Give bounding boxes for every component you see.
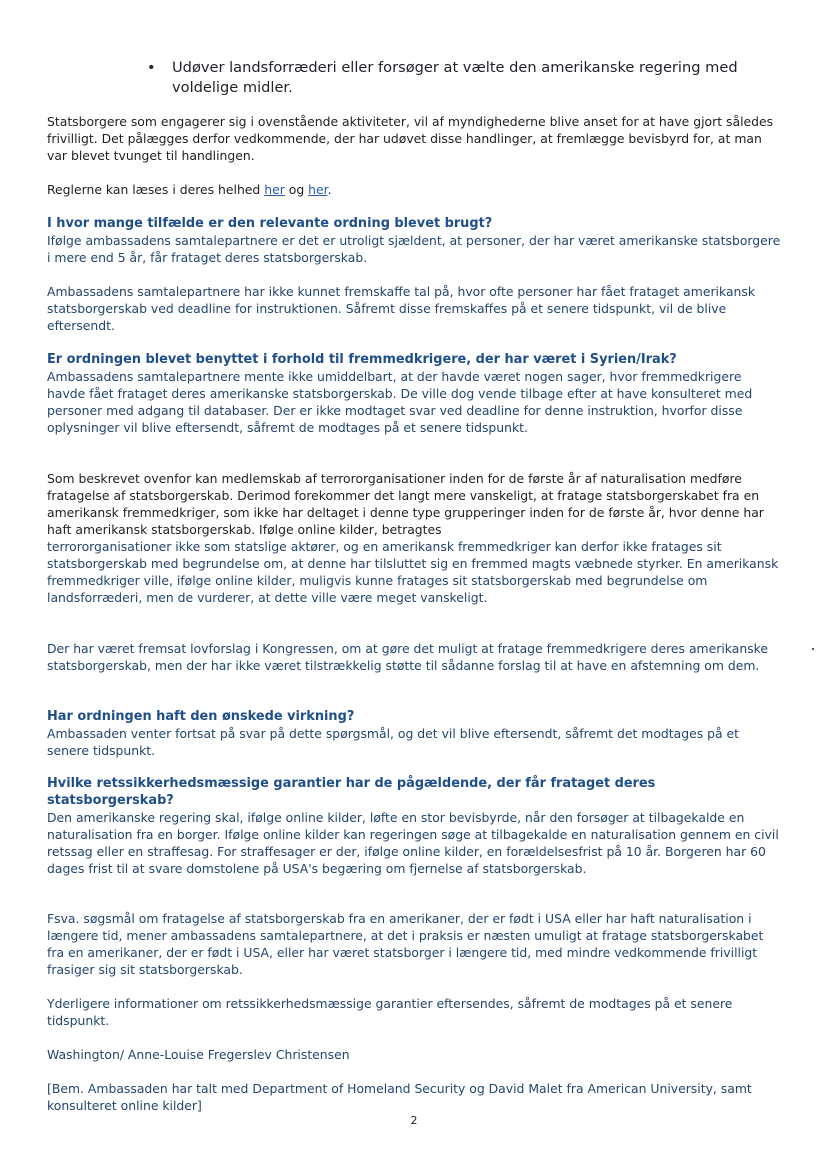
paragraph-rare-cases: Ifølge ambassadens samtalepartnere er det er utroligt sjældent, at personer, der har været amerikanske statsborgere i mere end 5 år, får frataget deres statsborgerskab.: [47, 233, 781, 265]
signature-line: Washington/ Anne-Louise Fregerslev Christensen: [47, 1047, 350, 1062]
bullet-item: [147, 58, 777, 98]
paragraph-note: [Bem. Ambassaden har talt med Department of Homeland Security og David Malet fra American University, samt konsulteret online kilder]: [47, 1081, 752, 1113]
paragraph-further-info: Yderligere informationer om retssikkerhedsmæssige garantier eftersendes, såfremt de modtages på et senere tidspunkt.: [47, 996, 733, 1028]
paragraph-terror-membership: Som beskrevet ovenfor kan medlemskab af terrororganisationer inden for de første år af naturalisation medføre fratagelse af statsborgerskab. Derimod forekommer det langt mere vanskeligt, at fratage statsborgerskabet fra en amerikansk fremmedkriger, som ikke har deltaget i denne type grupperinger inden for de første år, hvor denne har haft amerikansk statsborgerskab. Ifølge online kilder, betragtes: [47, 471, 764, 537]
rules-link-2[interactable]: her: [308, 182, 328, 197]
paragraph-state-actors: terrororganisationer ikke som statslige aktører, og en amerikansk fremmedkriger kan derfor ikke fratages sit statsborgerskab med begrundelse om, at denne har tilsluttet sig en fremmed magts væbnede styrker. En amerikansk fremmedkriger ville, ifølge online kilder, muligvis kunne fratages sit statsborgerskab med begrundelse om landsforræderi, men de vurderer, at dette ville være meget vanskeligt.: [47, 539, 779, 605]
paragraph-voluntary: Statsborgere som engagerer sig i ovenstående aktiviteter, vil af myndighederne blive anset for at have gjort således frivilligt. Det pålægges derfor vedkommende, der har udøvet disse handlinger, at fremlægge bevisbyrd for, at man var blevet tvunget til handlingen.: [47, 114, 774, 163]
paragraph-no-figures: Ambassadens samtalepartnere har ikke kunnet fremskaffe tal på, hvor ofte personer har fået frataget amerikansk statsborgerskab ved deadline for instruktionen. Såfremt disse fremskaffes på et senere tidspunkt, vil de blive eftersendt.: [47, 284, 756, 333]
heading-foreign-fighters: Er ordningen blevet benyttet i forhold til fremmedkrigere, der har været i Syrien/Irak?: [47, 352, 677, 367]
paragraph-burden-of-proof: Den amerikanske regering skal, ifølge online kilder, løfte en stor bevisbyrde, når den forsøger at tilbagekalde en naturalisation fra en borger. Ifølge online kilder kan regeringen søge at tilbagekalde en naturalisation gennem en civil retssag eller en straffesag. For straffesager er der, ifølge online kilder, en forældelsesfrist på 10 år. Borgeren har 60 dages frist til at svare domstolene på USA's begæring om fjernelse af statsborgerskab.: [47, 810, 779, 876]
rules-link-1[interactable]: her: [264, 182, 285, 197]
paragraph-awaiting-answer: Ambassaden venter fortsat på svar på dette spørgsmål, og det vil blive eftersendt, såfremt det modtages på et senere tidspunkt.: [47, 726, 739, 758]
paragraph-born-in-usa: Fsva. søgsmål om fratagelse af statsborgerskab fra en amerikaner, der er født i USA eller har haft naturalisation i længere tid, mener ambassadens samtalepartnere, at det i praksis er næsten umuligt at fratage statsborgerskabet fra en amerikaner, der er født i USA, eller har været statsborger i længere tid, med mindre vedkommende frivilligt frasiger sig sit statsborgerskab.: [47, 911, 764, 977]
page-number: 2: [410, 1114, 418, 1127]
bullet-text: Udøver landsforræderi eller forsøger at vælte den amerikanske regering med voldelige midler.: [172, 59, 738, 96]
heading-desired-effect: Har ordningen haft den ønskede virkning?: [47, 709, 355, 724]
bullet-symbol: •: [147, 59, 156, 76]
heading-how-many-cases: I hvor mange tilfælde er den relevante ordning blevet brugt?: [47, 216, 493, 231]
paragraph-legislation: Der har været fremsat lovforslag i Kongressen, om at gøre det muligt at fratage fremmedkrigere deres amerikanske statsborgerskab, men der har ikke været tilstrækkelig støtte til sådanne forslag til at have en afstemning om dem.: [47, 641, 768, 673]
paragraph-rules: [47, 181, 782, 198]
scan-speck: [812, 648, 814, 650]
heading-legal-guarantees: Hvilke retssikkerhedsmæssige garantier har de pågældende, der får frataget deres statsborgerskab?: [47, 776, 656, 808]
rules-conjunction: og: [284, 182, 309, 197]
paragraph-no-cases: Ambassadens samtalepartnere mente ikke umiddelbart, at der havde været nogen sager, hvor fremmedkrigere havde fået frataget deres amerikanske statsborgerskab. De ville dog vende tilbage efter at have konsulteret med personer med adgang til databaser. Der er ikke modtaget svar ved deadline for denne instruktion, hvorfor disse oplysninger vil blive eftersendt, såfremt de modtages på et senere tidspunkt.: [47, 369, 753, 435]
rules-period: .: [327, 182, 332, 197]
rules-text: Reglerne kan læses i deres helhed: [47, 182, 265, 197]
